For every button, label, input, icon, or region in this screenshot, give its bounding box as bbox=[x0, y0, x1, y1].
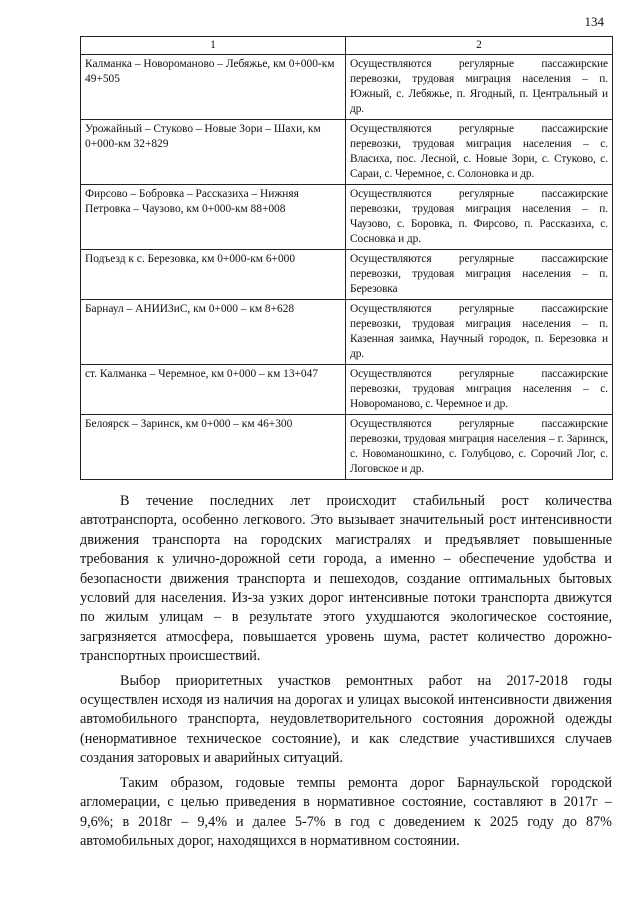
route-cell: Белоярск – Заринск, км 0+000 – км 46+300 bbox=[81, 415, 346, 480]
table-header-row bbox=[81, 37, 613, 55]
route-cell: Фирсово – Бобровка – Рассказиха – Нижняя Петровка – Чаузово, км 0+000-км 88+008 bbox=[81, 185, 346, 250]
paragraph: Таким образом, годовые темпы ремонта дорог Барнаульской городской агломерации, с целью приведения в нормативное состояние, составляют в 2017г – 9,6%; в 2018г – 9,4% и далее 5-7% в год с доведением к 2025 году до 87% автомобильных дорог, находящихся в нормативном состоянии. bbox=[80, 774, 612, 849]
description-cell: Осуществляются регулярные пассажирские перевозки, трудовая миграция населения – п. Чаузово, с. Боровка, п. Фирсово, п. Рассказиха, с. Сосновка и др. bbox=[346, 185, 613, 250]
description-cell: Осуществляются регулярные пассажирские перевозки, трудовая миграция населения – с. Новороманово, с. Черемное и др. bbox=[346, 365, 613, 415]
description-cell: Осуществляются регулярные пассажирские перевозки, трудовая миграция населения – г. Заринск, с. Новоманошкино, с. Голубцово, с. Сорочий Лог, с. Логовское и др. bbox=[346, 415, 613, 480]
paragraph: В течение последних лет происходит стабильный рост количества автотранспорта, особенно легкового. Это вызывает значительный рост интенсивности движения транспорта на городских магистралях и предъявляет повышенные требования к улично-дорожной сети города, а именно – обеспечение удобства и безопасности движения транспорта и пешеходов, создание оптимальных бытовых условий для населения. Из-за узких дорог интенсивные потоки транспорта движутся по жилым улицам – в результате этого ухудшаются экологическое состояние, загрязняется атмосфера, повышается уровень шума, растет количество дорожно-транспортных происшествий. bbox=[80, 493, 612, 665]
route-cell: ст. Калманка – Черемное, км 0+000 – км 13+047 bbox=[81, 365, 346, 415]
description-cell: Осуществляются регулярные пассажирские перевозки, трудовая миграция населения – п. Южный, с. Лебяжье, п. Ягодный, п. Центральный и др. bbox=[346, 55, 613, 120]
description-cell: Осуществляются регулярные пассажирские перевозки, трудовая миграция населения – с. Власиха, пос. Лесной, с. Новые Зори, с. Стуково, с. Сараи, с. Черемное, с. Солоновка и др. bbox=[346, 120, 613, 185]
route-cell: Калманка – Новороманово – Лебяжье, км 0+000-км 49+505 bbox=[81, 55, 346, 120]
table-row bbox=[81, 185, 613, 250]
table-row bbox=[81, 300, 613, 365]
table-row bbox=[81, 365, 613, 415]
routes-table bbox=[80, 36, 613, 480]
page-number: 134 bbox=[584, 14, 604, 29]
route-cell: Урожайный – Стуково – Новые Зори – Шахи, км 0+000-км 32+829 bbox=[81, 120, 346, 185]
description-cell: Осуществляются регулярные пассажирские перевозки, трудовая миграция населения – п. Березовка bbox=[346, 250, 613, 300]
description-cell: Осуществляются регулярные пассажирские перевозки, трудовая миграция населения – п. Казенная заимка, Научный городок, п. Березовка и др. bbox=[346, 300, 613, 365]
paragraph: Выбор приоритетных участков ремонтных работ на 2017-2018 годы осуществлен исходя из наличия на дорогах и улицах высокой интенсивности движения автомобильного транспорта, неудовлетворительного состояния дорожной одежды (ненормативное техническое состояние), и как следствие участившихся случаев создания заторовых и аварийных ситуаций. bbox=[80, 672, 612, 767]
route-cell: Подъезд к с. Березовка, км 0+000-км 6+000 bbox=[81, 250, 346, 300]
table-row bbox=[81, 250, 613, 300]
table-row bbox=[81, 415, 613, 480]
table-row bbox=[81, 120, 613, 185]
column-header-1: 1 bbox=[81, 37, 346, 55]
route-cell: Барнаул – АНИИЗиС, км 0+000 – км 8+628 bbox=[81, 300, 346, 365]
table-row bbox=[81, 55, 613, 120]
body-text bbox=[80, 492, 612, 856]
column-header-2: 2 bbox=[346, 37, 613, 55]
